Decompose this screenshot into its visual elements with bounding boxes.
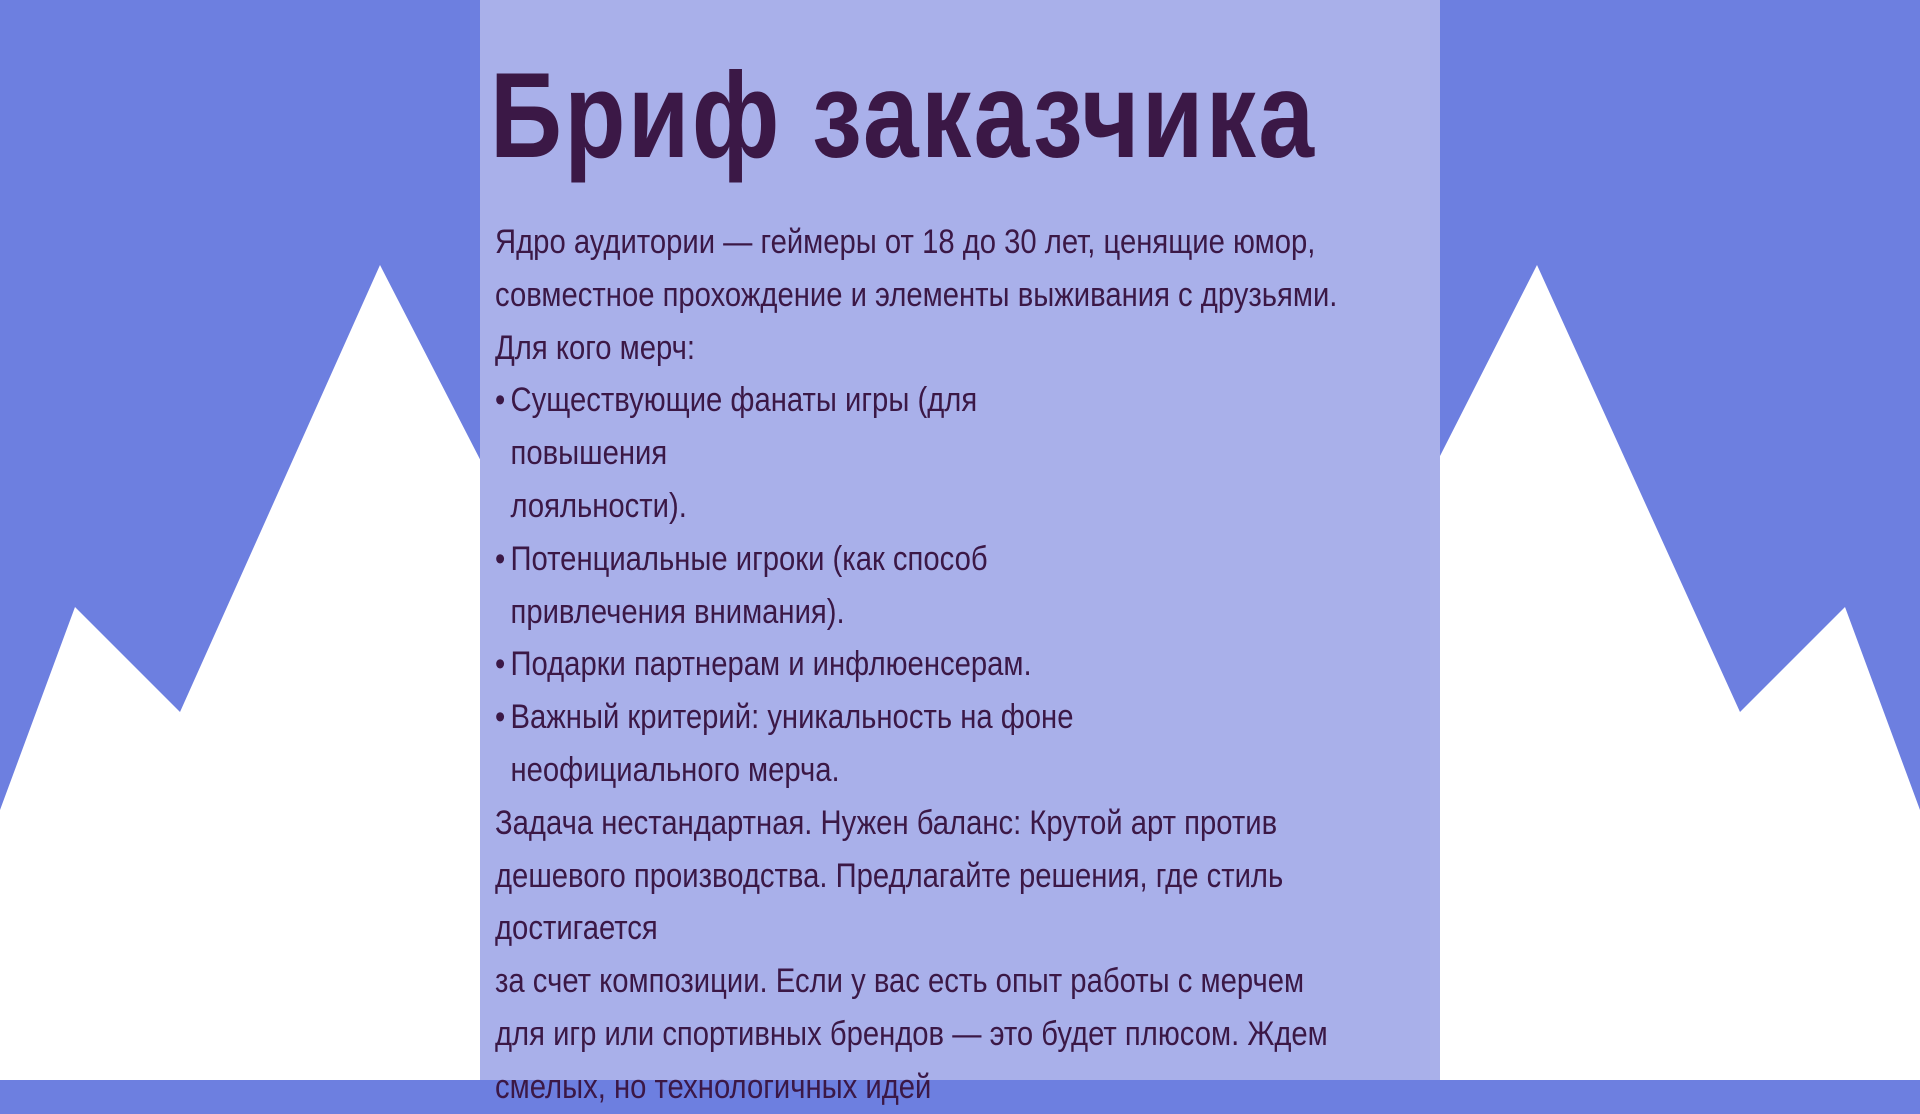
task-line: для игр или спортивных брендов — это будет плюсом. Ждем [495,1014,1328,1053]
task-line: за счет композиции. Если у вас есть опыт работы с мерчем [495,962,1305,1001]
bullet-text-line: лояльности). [510,486,687,525]
task-line: дешевого производства. Предлагайте решения, где стиль [495,856,1284,895]
audience-heading: Для кого мерч: [495,328,695,367]
task-line: Задача нестандартная. Нужен баланс: Крутой арт против [495,803,1278,842]
task-line: достигается [495,909,658,948]
list-item [495,533,1295,639]
intro-line: совместное прохождение и элементы выживания с друзьями. [495,275,1338,314]
bullet-icon: • [495,381,506,420]
bullet-icon: • [495,645,506,684]
bullet-icon: • [495,698,506,737]
list-item [495,374,1295,532]
intro-line: Ядро аудитории — геймеры от 18 до 30 лет, ценящие юмор, [495,223,1316,261]
bullet-text-line: неофициального мерча. [510,750,840,789]
bullet-text-line: Подарки партнерам и инфлюенсерам. [510,645,1032,684]
list-item [495,691,1295,797]
bullet-icon: • [495,539,506,578]
task-line: смелых, но технологичных идей [495,1067,932,1106]
bullet-text-line: Потенциальные игроки (как способ [510,539,988,578]
page-title: Бриф заказчика [490,47,1317,183]
bullet-list [495,374,1295,796]
bullet-text-line: Важный критерий: уникальность на фоне [510,698,1074,737]
bullet-text-line: привлечения внимания). [510,592,845,631]
bullet-text-line: Существующие фанаты игры (для повышения [510,381,978,473]
list-item [495,638,1295,691]
brief-text [495,216,1425,1114]
